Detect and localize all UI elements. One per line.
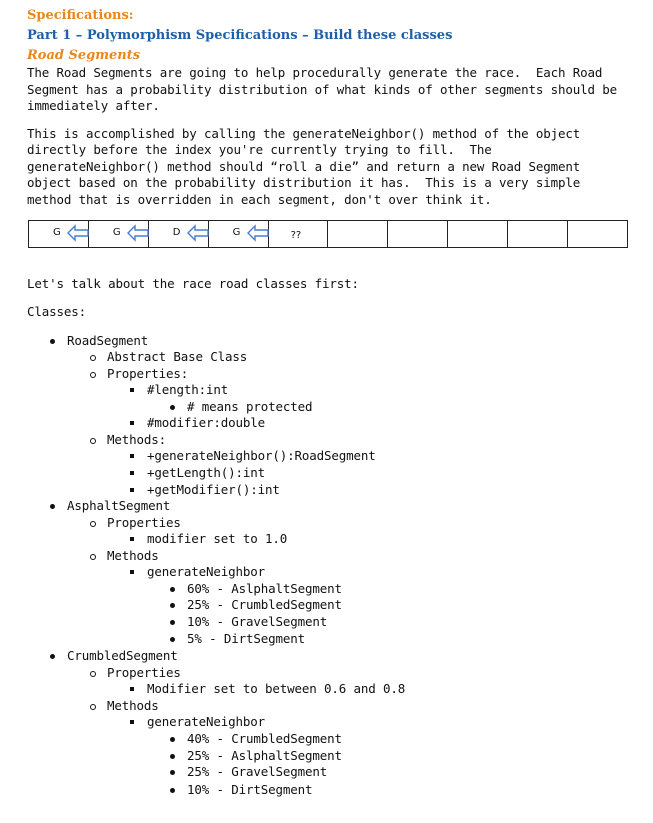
outline-item-level-3: #modifier:double — [147, 415, 266, 430]
bullet-icon — [130, 388, 134, 392]
bullet-icon — [170, 587, 175, 592]
intro-paragraph-1-line: immediately after. — [27, 98, 160, 113]
specifications-heading: Specifications: — [27, 8, 134, 23]
left-arrow-icon — [127, 223, 149, 243]
road-cell — [148, 221, 208, 248]
bullet-icon — [90, 372, 96, 378]
classes-label: Classes: — [27, 304, 87, 319]
bullet-icon — [170, 770, 175, 775]
bullet-icon — [170, 620, 175, 625]
outline-item-level-3: +getLength():int — [147, 465, 266, 480]
left-arrow-icon — [247, 223, 269, 243]
road-cell — [29, 221, 89, 248]
outline-item-level-3: modifier set to 1.0 — [147, 531, 288, 546]
outline-item-level-4: 10% - DirtSegment — [187, 782, 313, 797]
bullet-icon — [90, 355, 96, 361]
bullet-icon — [50, 504, 55, 509]
road-cell-label: G — [53, 227, 61, 238]
outline-item-level-3: #length:int — [147, 382, 229, 397]
left-arrow-icon — [187, 223, 209, 243]
road-cell — [268, 221, 328, 248]
outline-item-level-3: +generateNeighbor():RoadSegment — [147, 448, 376, 463]
road-cell — [568, 221, 628, 248]
bullet-icon — [170, 788, 175, 793]
road-segments-diagram — [28, 220, 628, 248]
bullet-icon — [90, 704, 96, 710]
bullet-icon — [130, 570, 134, 574]
bullet-icon — [170, 737, 175, 742]
road-cell-label: G — [232, 227, 241, 238]
intro-paragraph-2-line: directly before the index you're currently trying to fill. The — [27, 142, 492, 157]
road-cell-label: D — [172, 227, 181, 238]
outline-item-level-4: 25% - CrumbledSegment — [187, 597, 342, 612]
bullet-icon — [170, 603, 175, 608]
intro-paragraph-1-line: Segment has a probability distribution of what kinds of other segments should be — [27, 82, 618, 97]
outline-item-level-1: AsphaltSegment — [67, 498, 171, 513]
road-cell — [448, 221, 508, 248]
bullet-icon — [90, 521, 96, 527]
left-arrow-icon — [67, 223, 89, 243]
outline-item-level-2: Properties: — [107, 366, 189, 381]
road-cell — [208, 221, 268, 248]
bullet-icon — [130, 471, 134, 475]
lets-talk-text: Let's talk about the race road classes first: — [27, 276, 359, 291]
bullet-icon — [50, 339, 55, 344]
intro-paragraph-2-line: This is accomplished by calling the generateNeighbor() method of the object — [27, 126, 581, 141]
outline-item-level-4: 60% - AslphaltSegment — [187, 581, 342, 596]
road-cell — [328, 221, 388, 248]
bullet-icon — [130, 488, 134, 492]
bullet-icon — [130, 421, 134, 425]
road-cell-label: ?? — [290, 230, 302, 241]
part1-heading: Part 1 – Polymorphism Specifications – Build these classes — [27, 28, 453, 43]
outline-item-level-2: Methods — [107, 698, 159, 713]
intro-paragraph-2-line: object based on the probability distribution it has. This is a very simple — [27, 175, 581, 190]
outline-item-level-4: 25% - AslphaltSegment — [187, 748, 342, 763]
road-cell-label: G — [112, 227, 121, 238]
intro-paragraph-1-line: The Road Segments are going to help procedurally generate the race. Each Road — [27, 65, 603, 80]
outline-item-level-4: 5% - DirtSegment — [187, 631, 306, 646]
bullet-icon — [170, 754, 175, 759]
bullet-icon — [170, 405, 175, 410]
outline-item-level-2: Abstract Base Class — [107, 349, 248, 364]
intro-paragraph-2-line: generateNeighbor() method should “roll a die” and return a new Road Segment — [27, 159, 581, 174]
outline-item-level-2: Methods — [107, 548, 159, 563]
bullet-icon — [50, 654, 55, 659]
outline-item-level-3: generateNeighbor — [147, 564, 266, 579]
outline-item-level-3: +getModifier():int — [147, 482, 280, 497]
bullet-icon — [90, 671, 96, 677]
outline-item-level-3: Modifier set to between 0.6 and 0.8 — [147, 681, 406, 696]
outline-item-level-4: 10% - GravelSegment — [187, 614, 328, 629]
outline-item-level-1: CrumbledSegment — [67, 648, 178, 663]
road-segments-heading: Road Segments — [27, 48, 141, 63]
road-cell — [88, 221, 148, 248]
outline-item-level-4: # means protected — [187, 399, 313, 414]
outline-item-level-2: Methods: — [107, 432, 167, 447]
bullet-icon — [170, 637, 175, 642]
bullet-icon — [130, 537, 134, 541]
outline-item-level-4: 40% - CrumbledSegment — [187, 731, 342, 746]
bullet-icon — [130, 687, 134, 691]
outline-item-level-4: 25% - GravelSegment — [187, 764, 328, 779]
road-cell — [388, 221, 448, 248]
road-cell — [508, 221, 568, 248]
intro-paragraph-2-line: method that is overridden in each segment, don't over think it. — [27, 192, 492, 207]
outline-item-level-1: RoadSegment — [67, 333, 149, 348]
bullet-icon — [90, 438, 96, 444]
bullet-icon — [90, 554, 96, 560]
outline-item-level-2: Properties — [107, 515, 181, 530]
outline-item-level-3: generateNeighbor — [147, 714, 266, 729]
outline-item-level-2: Properties — [107, 665, 181, 680]
bullet-icon — [130, 720, 134, 724]
bullet-icon — [130, 454, 134, 458]
